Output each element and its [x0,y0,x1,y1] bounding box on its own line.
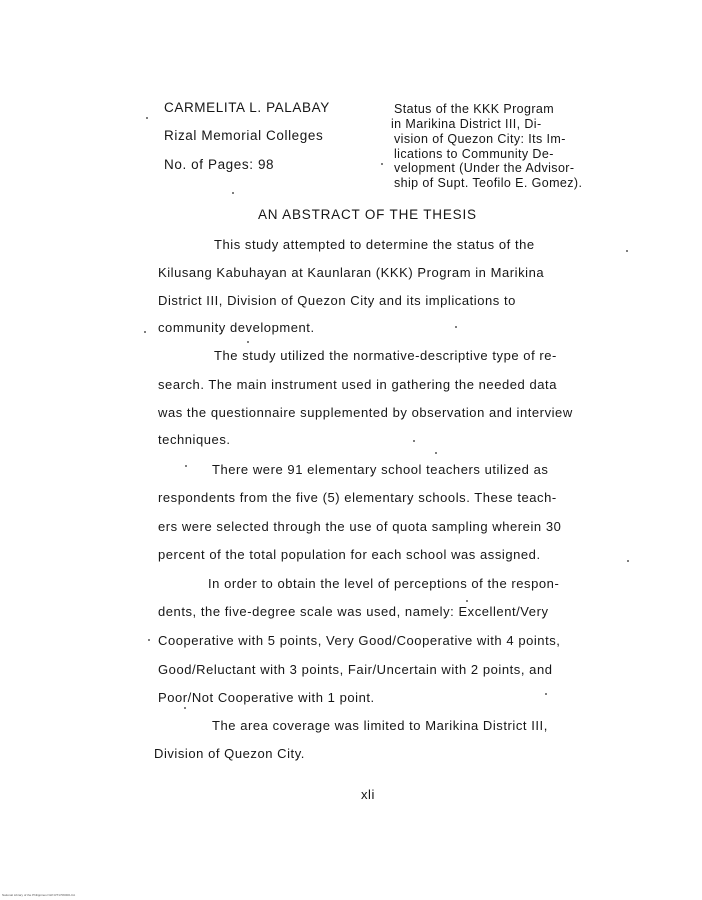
abstract-line: respondents from the five (5) elementary schools. These teach- [158,490,557,505]
abstract-line: The study utilized the normative-descriptive type of re- [214,348,557,363]
scan-speck [627,560,629,562]
thesis-title-line: ship of Supt. Teofilo E. Gomez). [394,176,583,190]
scan-speck [381,163,383,165]
school-name: Rizal Memorial Colleges [164,128,324,143]
scan-speck [247,341,249,343]
abstract-line: In order to obtain the level of perceptions of the respon- [208,576,560,591]
abstract-line: community development. [158,320,315,335]
scan-speck [435,452,437,454]
scan-speck [185,465,187,467]
scan-speck [232,192,234,194]
thesis-title-line: velopment (Under the Advisor- [394,161,575,175]
thesis-title-line: in Marikina District III, Di- [391,117,542,131]
scan-speck [148,639,150,641]
abstract-line: was the questionnaire supplemented by observation and interview [158,405,573,420]
abstract-line: The area coverage was limited to Marikina District III, [212,718,548,733]
scan-speck [455,326,457,328]
abstract-line: Poor/Not Cooperative with 1 point. [158,690,375,705]
abstract-line: Kilusang Kabuhayan at Kaunlaran (KKK) Program in Marikina [158,265,545,280]
page-number: xli [361,787,375,802]
abstract-line: ers were selected through the use of quota sampling wherein 30 [158,519,562,534]
abstract-line: Division of Quezon City. [154,746,305,761]
scan-speck [466,600,468,602]
page-count: No. of Pages: 98 [164,157,275,172]
scan-speck [146,117,148,119]
scan-speck [413,440,415,442]
abstract-line: District III, Division of Quezon City and its implications to [158,293,516,308]
abstract-line: techniques. [158,432,231,447]
abstract-line: dents, the five-degree scale was used, namely: Excellent/Very [158,604,549,619]
thesis-title-line: Status of the KKK Program [394,102,555,116]
author-name: CARMELITA L. PALABAY [164,100,330,115]
abstract-line: There were 91 elementary school teachers utilized as [212,462,549,477]
abstract-line: percent of the total population for each school was assigned. [158,547,541,562]
abstract-line: Cooperative with 5 points, Very Good/Cooperative with 4 points, [158,633,561,648]
abstract-heading: AN ABSTRACT OF THE THESIS [258,207,477,222]
scan-speck [626,250,628,252]
scan-speck [184,707,186,709]
scan-footer-note: National Library of the Philippines NLP-RT1706000-CA [2,893,76,897]
abstract-line: This study attempted to determine the status of the [214,237,535,252]
abstract-line: Good/Reluctant with 3 points, Fair/Uncertain with 2 points, and [158,662,553,677]
abstract-line: search. The main instrument used in gathering the needed data [158,377,557,392]
thesis-title-line: lications to Community De- [394,147,554,161]
scan-speck [144,331,146,333]
thesis-title-line: vision of Quezon City: Its Im- [394,132,566,146]
scan-speck [545,693,547,695]
